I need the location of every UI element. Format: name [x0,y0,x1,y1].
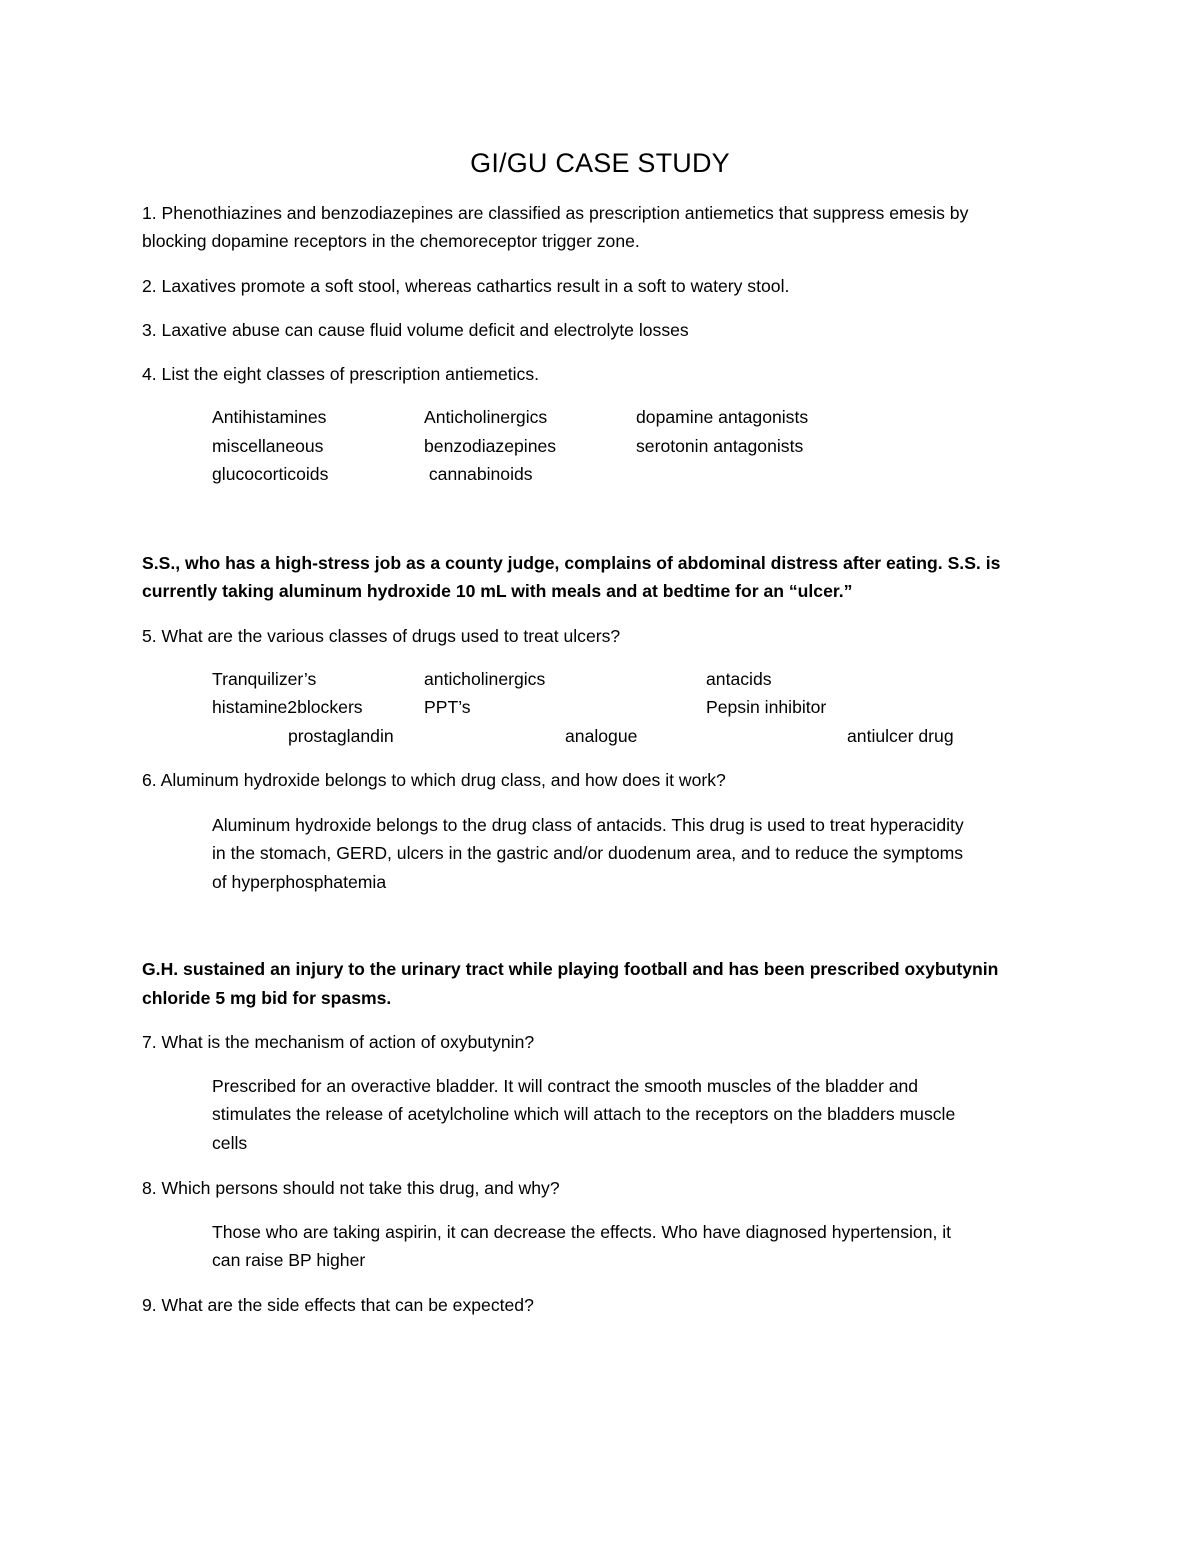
case-1-line-1: S.S., who has a high-stress job as a county judge, complains of abdominal distress after eating. S.S. is [142,553,1001,573]
ulcer-drug-class: Pepsin inhibitor [706,697,827,717]
question-9: 9. What are the side effects that can be expected? [142,1295,534,1315]
document-title: GI/GU CASE STUDY [470,148,730,178]
answer-6-line-2: in the stomach, GERD, ulcers in the gastric and/or duodenum area, and to reduce the symptoms [212,843,964,863]
question-6: 6. Aluminum hydroxide belongs to which drug class, and how does it work? [142,770,726,790]
antiemetic-class: miscellaneous [212,436,324,456]
ulcer-drug-class: histamine2blockers [212,697,363,717]
answer-6-line-3: of hyperphosphatemia [212,872,387,892]
antiemetic-class: serotonin antagonists [636,436,804,456]
antiemetic-class: Anticholinergics [424,407,548,427]
ulcer-drug-class: analogue [565,726,638,746]
answer-7-line-3: cells [212,1133,248,1153]
question-2: 2. Laxatives promote a soft stool, whereas cathartics result in a soft to watery stool. [142,276,790,296]
answer-8-line-2: can raise BP higher [212,1250,366,1270]
case-2-line-2: chloride 5 mg bid for spasms. [142,988,392,1008]
ulcer-drug-class: Tranquilizer’s [212,669,317,689]
question-1-line-2: blocking dopamine receptors in the chemoreceptor trigger zone. [142,231,640,251]
antiemetic-class: Antihistamines [212,407,327,427]
ulcer-drug-class: anticholinergics [424,669,546,689]
ulcer-drug-class: PPT’s [424,697,471,717]
question-7: 7. What is the mechanism of action of oxybutynin? [142,1032,535,1052]
answer-8-line-1: Those who are taking aspirin, it can decrease the effects. Who have diagnosed hypertension, it [212,1222,952,1242]
question-3: 3. Laxative abuse can cause fluid volume deficit and electrolyte losses [142,320,689,340]
question-1-line-1: 1. Phenothiazines and benzodiazepines are classified as prescription antiemetics that suppress emesis by [142,203,969,223]
antiemetic-class: cannabinoids [424,464,533,484]
case-2-line-1: G.H. sustained an injury to the urinary tract while playing football and has been prescribed oxybutynin [142,959,999,979]
ulcer-drug-class: antacids [706,669,772,689]
ulcer-drug-class: antiulcer drug [847,726,954,746]
answer-6-line-1: Aluminum hydroxide belongs to the drug class of antacids. This drug is used to treat hyperacidity [212,815,964,835]
question-8: 8. Which persons should not take this drug, and why? [142,1178,560,1198]
answer-7-line-1: Prescribed for an overactive bladder. It will contract the smooth muscles of the bladder and [212,1076,919,1096]
antiemetic-class: dopamine antagonists [636,407,809,427]
antiemetic-class: glucocorticoids [212,464,329,484]
case-1-line-2: currently taking aluminum hydroxide 10 mL with meals and at bedtime for an “ulcer.” [142,581,853,601]
antiemetic-class: benzodiazepines [424,436,557,456]
question-4: 4. List the eight classes of prescription antiemetics. [142,364,540,384]
answer-7-line-2: stimulates the release of acetylcholine which will attach to the receptors on the bladders muscle [212,1104,956,1124]
question-5: 5. What are the various classes of drugs used to treat ulcers? [142,626,621,646]
ulcer-drug-class: prostaglandin [288,726,394,746]
